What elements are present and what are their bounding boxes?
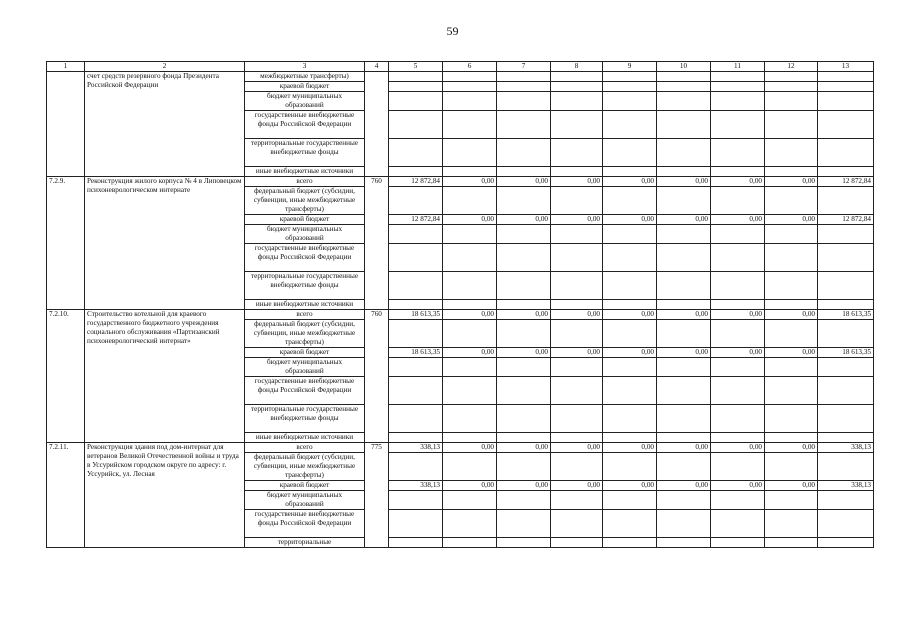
amount-cell [657, 272, 711, 300]
amount-cell [603, 111, 657, 139]
amount-cell [818, 358, 874, 377]
funding-source: государственные внебюджетные фонды Российской Федерации [245, 377, 365, 405]
funding-source: государственные внебюджетные фонды Российской Федерации [245, 510, 365, 538]
col-header: 12 [765, 62, 818, 72]
amount-cell [443, 510, 497, 538]
amount-cell [765, 538, 818, 548]
amount-cell [389, 111, 443, 139]
amount-cell [818, 405, 874, 433]
amount-cell [551, 377, 603, 405]
amount-cell [711, 225, 765, 244]
amount-cell [389, 538, 443, 548]
item-number [47, 72, 85, 177]
amount-cell [603, 377, 657, 405]
col-header: 4 [365, 62, 389, 72]
table-row [47, 310, 874, 320]
amount-cell [389, 433, 443, 443]
amount-cell [818, 139, 874, 167]
amount-cell [603, 92, 657, 111]
funding-source: территориальные государственные внебюджетные фонды [245, 139, 365, 167]
amount-cell [389, 187, 443, 215]
amount-cell [657, 358, 711, 377]
amount-cell [603, 510, 657, 538]
amount-cell [603, 225, 657, 244]
amount-cell [551, 187, 603, 215]
amount-cell: 0,00 [551, 215, 603, 225]
amount-cell [818, 82, 874, 92]
amount-cell [657, 111, 711, 139]
amount-cell [818, 320, 874, 348]
amount-cell [818, 111, 874, 139]
amount-cell [389, 92, 443, 111]
funding-source: территориальные государственные внебюджетные фонды [245, 405, 365, 433]
page-number: 59 [446, 24, 459, 38]
amount-cell [603, 538, 657, 548]
amount-cell [603, 244, 657, 272]
amount-cell: 0,00 [711, 215, 765, 225]
col-header: 6 [443, 62, 497, 72]
funding-source: бюджет муниципальных образований [245, 92, 365, 111]
amount-cell [765, 244, 818, 272]
amount-cell [818, 491, 874, 510]
amount-cell [657, 377, 711, 405]
amount-cell [765, 92, 818, 111]
amount-cell [711, 244, 765, 272]
funding-source: всего [245, 177, 365, 187]
col-header: 1 [47, 62, 85, 72]
amount-cell [551, 491, 603, 510]
amount-cell: 0,00 [657, 177, 711, 187]
amount-cell [711, 453, 765, 481]
amount-cell [497, 111, 551, 139]
funding-source: федеральный бюджет (субсидии, субвенции, иные межбюджетные трансферты) [245, 453, 365, 481]
amount-cell [497, 187, 551, 215]
amount-cell: 0,00 [551, 443, 603, 453]
amount-cell [497, 82, 551, 92]
agency-code: 760 [365, 177, 389, 310]
amount-cell: 0,00 [497, 215, 551, 225]
amount-cell [551, 225, 603, 244]
amount-cell: 0,00 [443, 443, 497, 453]
amount-cell [711, 111, 765, 139]
amount-cell [443, 433, 497, 443]
item-name: Реконструкция жилого корпуса № 4 в Липовецком психоневрологическом интернате [85, 177, 245, 310]
amount-cell [657, 300, 711, 310]
amount-cell: 0,00 [657, 215, 711, 225]
col-header: 3 [245, 62, 365, 72]
amount-cell [818, 72, 874, 82]
amount-cell [765, 225, 818, 244]
amount-cell: 0,00 [551, 481, 603, 491]
col-header: 10 [657, 62, 711, 72]
col-header: 11 [711, 62, 765, 72]
amount-cell [657, 491, 711, 510]
amount-cell [389, 72, 443, 82]
amount-cell [603, 82, 657, 92]
amount-cell [497, 405, 551, 433]
amount-cell [443, 320, 497, 348]
amount-cell: 12 872,84 [389, 177, 443, 187]
amount-cell [443, 491, 497, 510]
amount-cell [603, 300, 657, 310]
amount-cell [657, 82, 711, 92]
amount-cell: 0,00 [603, 177, 657, 187]
amount-cell [443, 358, 497, 377]
amount-cell [443, 300, 497, 310]
amount-cell [443, 225, 497, 244]
amount-cell: 0,00 [603, 348, 657, 358]
amount-cell [389, 167, 443, 177]
amount-cell [389, 405, 443, 433]
amount-cell [657, 225, 711, 244]
amount-cell: 0,00 [765, 481, 818, 491]
amount-cell [818, 272, 874, 300]
amount-cell: 12 872,84 [818, 177, 874, 187]
amount-cell [711, 272, 765, 300]
amount-cell [443, 139, 497, 167]
amount-cell [711, 167, 765, 177]
item-name: Реконструкция здания под дом-интернат для ветеранов Великой Отечественной войны и труда в Уссурийском городском округе по адресу: г. Уссурийск, ул. Лесная [85, 443, 245, 548]
amount-cell [551, 111, 603, 139]
amount-cell [818, 187, 874, 215]
funding-source: бюджет муниципальных образований [245, 491, 365, 510]
amount-cell [765, 320, 818, 348]
amount-cell [443, 538, 497, 548]
col-header: 8 [551, 62, 603, 72]
amount-cell: 0,00 [711, 443, 765, 453]
amount-cell [443, 82, 497, 92]
funding-source: государственные внебюджетные фонды Российской Федерации [245, 244, 365, 272]
funding-source: всего [245, 310, 365, 320]
amount-cell [657, 139, 711, 167]
amount-cell [711, 358, 765, 377]
amount-cell [711, 187, 765, 215]
amount-cell: 0,00 [443, 177, 497, 187]
amount-cell [443, 453, 497, 481]
funding-source: краевой бюджет [245, 82, 365, 92]
amount-cell: 0,00 [497, 481, 551, 491]
amount-cell [818, 433, 874, 443]
amount-cell [551, 510, 603, 538]
amount-cell [765, 300, 818, 310]
amount-cell [765, 377, 818, 405]
amount-cell [603, 405, 657, 433]
amount-cell [657, 167, 711, 177]
amount-cell [818, 92, 874, 111]
amount-cell [711, 320, 765, 348]
amount-cell [603, 320, 657, 348]
amount-cell [551, 72, 603, 82]
amount-cell [818, 244, 874, 272]
item-name: счет средств резервного фонда Президента Российской Федерации [85, 72, 245, 177]
amount-cell [711, 405, 765, 433]
amount-cell [765, 491, 818, 510]
amount-cell: 0,00 [603, 481, 657, 491]
amount-cell: 0,00 [443, 481, 497, 491]
item-number: 7.2.9. [47, 177, 85, 310]
amount-cell: 0,00 [497, 310, 551, 320]
amount-cell [551, 244, 603, 272]
amount-cell [603, 453, 657, 481]
funding-source: бюджет муниципальных образований [245, 358, 365, 377]
amount-cell: 0,00 [657, 443, 711, 453]
amount-cell: 338,13 [389, 481, 443, 491]
amount-cell [443, 405, 497, 433]
funding-source: краевой бюджет [245, 348, 365, 358]
amount-cell [389, 139, 443, 167]
amount-cell: 0,00 [603, 215, 657, 225]
amount-cell [765, 405, 818, 433]
amount-cell [765, 139, 818, 167]
amount-cell [765, 433, 818, 443]
amount-cell [711, 82, 765, 92]
amount-cell: 0,00 [551, 348, 603, 358]
funding-source: межбюджетные трансферты) [245, 72, 365, 82]
amount-cell [765, 82, 818, 92]
funding-source: территориальные государственные внебюджетные фонды [245, 272, 365, 300]
amount-cell [603, 72, 657, 82]
amount-cell [497, 300, 551, 310]
amount-cell [497, 244, 551, 272]
funding-source: иные внебюджетные источники [245, 433, 365, 443]
amount-cell [443, 72, 497, 82]
amount-cell [497, 433, 551, 443]
funding-source: территориальные [245, 538, 365, 548]
funding-source: краевой бюджет [245, 481, 365, 491]
amount-cell [603, 358, 657, 377]
amount-cell: 0,00 [765, 310, 818, 320]
amount-cell [818, 225, 874, 244]
amount-cell [818, 453, 874, 481]
col-header: 2 [85, 62, 245, 72]
amount-cell [603, 167, 657, 177]
amount-cell [818, 538, 874, 548]
amount-cell [551, 538, 603, 548]
amount-cell [497, 491, 551, 510]
item-number: 7.2.10. [47, 310, 85, 443]
amount-cell: 0,00 [497, 348, 551, 358]
amount-cell [657, 72, 711, 82]
funding-source: краевой бюджет [245, 215, 365, 225]
amount-cell: 338,13 [818, 443, 874, 453]
amount-cell: 0,00 [497, 177, 551, 187]
budget-table [46, 61, 874, 548]
amount-cell [497, 358, 551, 377]
amount-cell [551, 167, 603, 177]
amount-cell: 0,00 [657, 310, 711, 320]
amount-cell: 0,00 [443, 310, 497, 320]
amount-cell [497, 72, 551, 82]
amount-cell [765, 72, 818, 82]
amount-cell [389, 225, 443, 244]
item-name: Строительство котельной для краевого государственного бюджетного учреждения социального обслуживания «Партизанский психоневрологический интернат» [85, 310, 245, 443]
amount-cell [551, 92, 603, 111]
amount-cell [551, 405, 603, 433]
amount-cell [657, 538, 711, 548]
amount-cell: 338,13 [389, 443, 443, 453]
amount-cell: 0,00 [765, 443, 818, 453]
amount-cell [657, 244, 711, 272]
amount-cell [389, 320, 443, 348]
funding-source: бюджет муниципальных образований [245, 225, 365, 244]
amount-cell [765, 167, 818, 177]
amount-cell [711, 377, 765, 405]
amount-cell [711, 72, 765, 82]
amount-cell [657, 405, 711, 433]
amount-cell [389, 244, 443, 272]
funding-source: иные внебюджетные источники [245, 300, 365, 310]
amount-cell [657, 433, 711, 443]
amount-cell [551, 139, 603, 167]
amount-cell [657, 510, 711, 538]
amount-cell [765, 111, 818, 139]
amount-cell [443, 377, 497, 405]
col-header: 13 [818, 62, 874, 72]
col-header: 7 [497, 62, 551, 72]
amount-cell [711, 510, 765, 538]
amount-cell [603, 187, 657, 215]
funding-source: всего [245, 443, 365, 453]
amount-cell [443, 272, 497, 300]
amount-cell: 338,13 [818, 481, 874, 491]
table-row [47, 72, 874, 82]
amount-cell: 0,00 [443, 215, 497, 225]
amount-cell: 0,00 [551, 177, 603, 187]
amount-cell [551, 272, 603, 300]
amount-cell [497, 272, 551, 300]
amount-cell [603, 272, 657, 300]
amount-cell [443, 244, 497, 272]
amount-cell [711, 491, 765, 510]
funding-source: государственные внебюджетные фонды Российской Федерации [245, 111, 365, 139]
amount-cell: 0,00 [711, 310, 765, 320]
amount-cell [765, 510, 818, 538]
amount-cell [443, 111, 497, 139]
amount-cell [711, 92, 765, 111]
agency-code [365, 72, 389, 177]
amount-cell: 18 613,35 [389, 310, 443, 320]
agency-code: 760 [365, 310, 389, 443]
amount-cell [657, 187, 711, 215]
amount-cell [389, 82, 443, 92]
amount-cell [657, 92, 711, 111]
budget-table-body [47, 62, 874, 548]
table-row [47, 443, 874, 453]
funding-source: федеральный бюджет (субсидии, субвенции, иные межбюджетные трансферты) [245, 187, 365, 215]
amount-cell [551, 453, 603, 481]
amount-cell [389, 300, 443, 310]
amount-cell: 12 872,84 [389, 215, 443, 225]
amount-cell: 18 613,35 [818, 348, 874, 358]
amount-cell: 0,00 [603, 310, 657, 320]
amount-cell: 0,00 [551, 310, 603, 320]
amount-cell [657, 453, 711, 481]
amount-cell [497, 510, 551, 538]
funding-source: иные внебюджетные источники [245, 167, 365, 177]
amount-cell: 0,00 [657, 348, 711, 358]
amount-cell [603, 433, 657, 443]
amount-cell [389, 510, 443, 538]
amount-cell [657, 320, 711, 348]
amount-cell: 0,00 [603, 443, 657, 453]
amount-cell [497, 139, 551, 167]
amount-cell [711, 433, 765, 443]
amount-cell [818, 510, 874, 538]
amount-cell [497, 225, 551, 244]
amount-cell: 12 872,84 [818, 215, 874, 225]
amount-cell [551, 358, 603, 377]
amount-cell [765, 187, 818, 215]
amount-cell [497, 538, 551, 548]
amount-cell: 0,00 [765, 348, 818, 358]
amount-cell [389, 491, 443, 510]
column-numbers-row [47, 62, 874, 72]
amount-cell [389, 453, 443, 481]
funding-source: федеральный бюджет (субсидии, субвенции, иные межбюджетные трансферты) [245, 320, 365, 348]
amount-cell: 0,00 [443, 348, 497, 358]
amount-cell: 18 613,35 [818, 310, 874, 320]
amount-cell [711, 139, 765, 167]
amount-cell [711, 538, 765, 548]
amount-cell: 0,00 [765, 215, 818, 225]
amount-cell [551, 300, 603, 310]
amount-cell [818, 167, 874, 177]
amount-cell [497, 453, 551, 481]
amount-cell [389, 272, 443, 300]
amount-cell [497, 377, 551, 405]
amount-cell: 0,00 [765, 177, 818, 187]
amount-cell [389, 377, 443, 405]
amount-cell [603, 491, 657, 510]
amount-cell: 0,00 [657, 481, 711, 491]
amount-cell [497, 92, 551, 111]
amount-cell [389, 358, 443, 377]
amount-cell [818, 300, 874, 310]
item-number: 7.2.11. [47, 443, 85, 548]
amount-cell: 0,00 [711, 481, 765, 491]
amount-cell [551, 82, 603, 92]
amount-cell [818, 377, 874, 405]
col-header: 5 [389, 62, 443, 72]
amount-cell: 0,00 [711, 177, 765, 187]
amount-cell: 0,00 [497, 443, 551, 453]
amount-cell [551, 320, 603, 348]
amount-cell [765, 358, 818, 377]
col-header: 9 [603, 62, 657, 72]
amount-cell [443, 187, 497, 215]
amount-cell [443, 167, 497, 177]
amount-cell [497, 320, 551, 348]
agency-code: 775 [365, 443, 389, 548]
amount-cell [497, 167, 551, 177]
amount-cell [765, 453, 818, 481]
amount-cell [443, 92, 497, 111]
amount-cell [711, 300, 765, 310]
table-row [47, 177, 874, 187]
amount-cell [551, 433, 603, 443]
amount-cell [603, 139, 657, 167]
amount-cell [765, 272, 818, 300]
amount-cell: 0,00 [711, 348, 765, 358]
amount-cell: 18 613,35 [389, 348, 443, 358]
